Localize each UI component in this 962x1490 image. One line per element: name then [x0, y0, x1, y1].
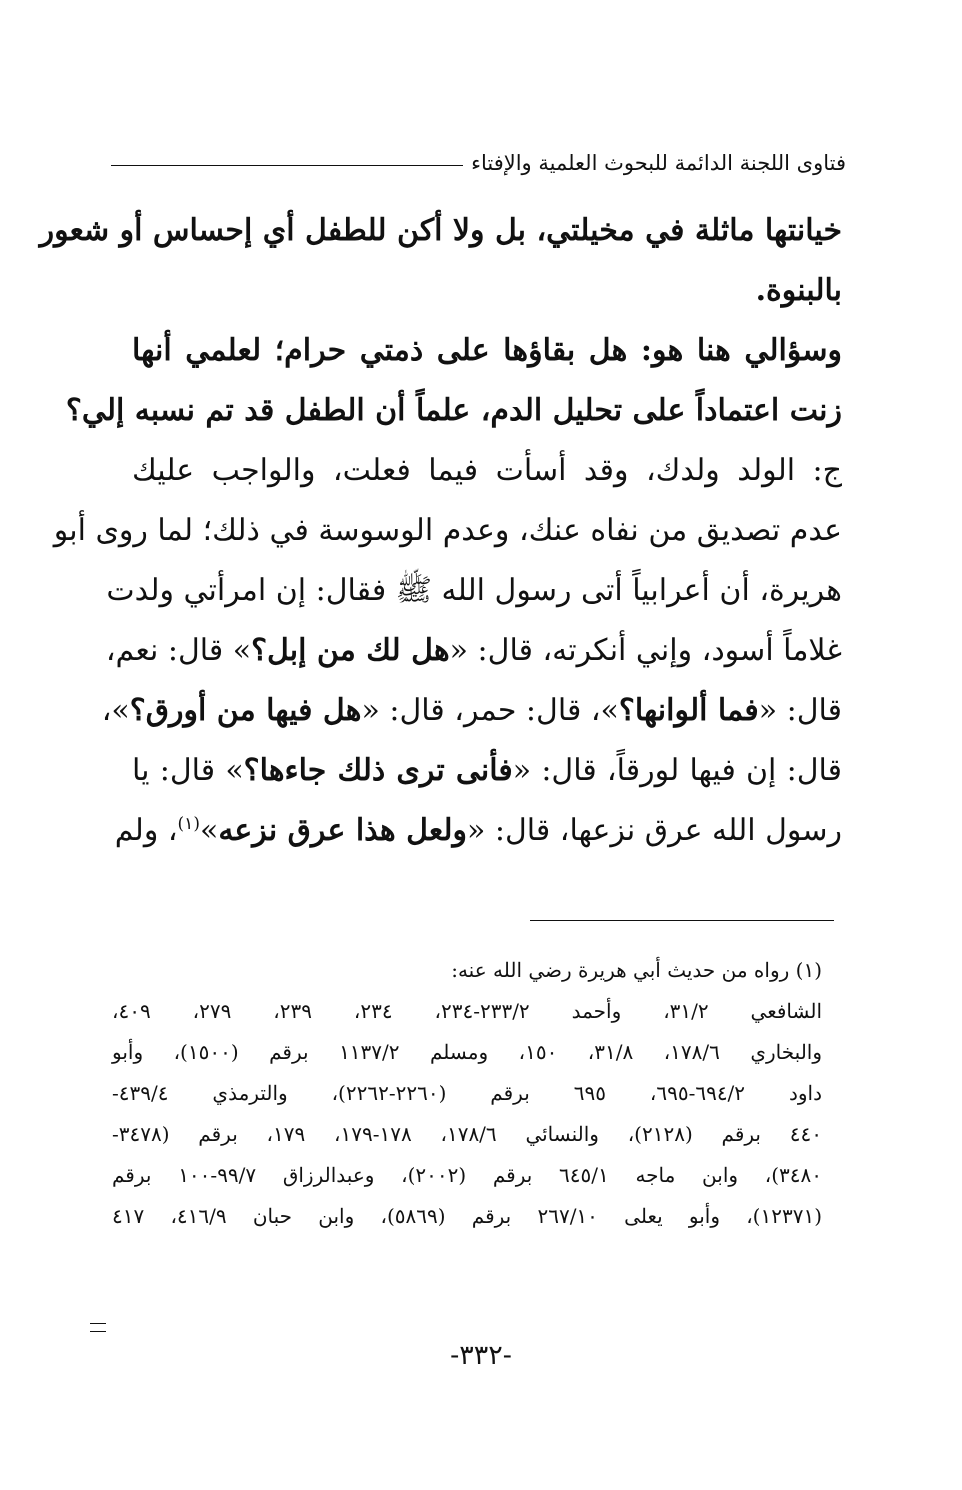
answer-line-5-tail: »،: [101, 693, 130, 728]
body-line-2: بالبنوة.: [755, 273, 842, 308]
answer-line-4: [105, 622, 842, 682]
footnote-line-2: الشافعي ٣١/٢، وأحمد ٢٣٣/٢-٢٣٤، ٢٣٤، ٢٣٩، ٢٧٩، ٤٠٩،: [112, 999, 823, 1023]
answer-line-6-tail: » قال: يا: [132, 753, 244, 788]
answer-line-6: [132, 742, 842, 802]
answer-line-3: هريرة، أن أعرابياً أتى رسول الله ﷺ فقال: إن امرأتي ولدت: [106, 573, 842, 608]
answer-line-5-text: قال: «: [758, 693, 842, 728]
hadith-quote-camels: هل لك من إبل؟: [251, 633, 450, 668]
footnote-line-3: والبخاري ١٧٨/٦، ٣١/٨، ١٥٠، ومسلم ١١٣٧/٢ برقم (١٥٠٠)، وأبو: [112, 1040, 823, 1064]
body-text: [39, 202, 842, 862]
answer-line-7-close-quote: »: [199, 813, 219, 848]
answer-line-7: [114, 802, 842, 862]
body-line-1: خيانتها ماثلة في مخيلتي، بل ولا أكن للطفل أي إحساس أو شعور: [39, 213, 842, 248]
answer-line-4-tail: » قال: نعم،: [105, 633, 252, 668]
footnote-separator: [530, 920, 834, 921]
running-header: [111, 146, 846, 180]
answer-line-7-text: رسول الله عرق نزعها، قال: «: [466, 813, 842, 848]
answer-line-2: عدم تصديق من نفاه عنك، وعدم الوسوسة في ذلك؛ لما روى أبو: [53, 513, 842, 548]
header-rule: [111, 165, 463, 166]
hadith-quote-grey: هل فيها من أورق؟: [129, 693, 362, 728]
answer-line-4-text: غلاماً أسود، وإني أنكرته، قال: «: [449, 633, 842, 668]
footnote-line-5: ٤٤٠ برقم (٢١٢٨)، والنسائي ١٧٨/٦، ١٧٨-١٧٩، ١٧٩، برقم (٣٤٧٨-: [112, 1122, 823, 1146]
margin-mark: [90, 1323, 106, 1332]
footnote-line-4: داود ٦٩٤/٢-٦٩٥، ٦٩٥ برقم (٢٢٦٠-٢٢٦٢)، والترمذي ٤٣٩/٤-: [112, 1081, 823, 1105]
hadith-quote-strain: ولعل هذا عرق نزعه: [218, 813, 467, 848]
answer-line-6-text: قال: إن فيها لورقاً، قال: «: [512, 753, 842, 788]
footnote-line-7: (١٢٣٧١)، وأبو يعلى ٢٦٧/١٠ برقم (٥٨٦٩)، وابن حبان ٤١٦/٩، ٤١٧: [112, 1204, 823, 1228]
answer-line-1: ج: الولد ولدك، وقد أسأت فيما فعلت، والواجب عليك: [132, 453, 842, 488]
answer-line-5: [101, 682, 842, 742]
question-line-2: زنت اعتماداً على تحليل الدم، علماً أن الطفل قد تم نسبه إلي؟: [65, 393, 842, 428]
footnote-line-1: (١) رواه من حديث أبي هريرة رضي الله عنه:: [451, 958, 822, 982]
page-number: -٣٣٢-: [450, 1340, 512, 1371]
footnotes: [112, 950, 822, 1237]
answer-line-7-tail: ، ولم: [114, 813, 178, 848]
hadith-quote-whence: فأنى ترى ذلك جاءها؟: [243, 753, 513, 788]
footnote-line-6: ٣٤٨٠)، وابن ماجه ٦٤٥/١ برقم (٢٠٠٢)، وعبدالرزاق ٩٩/٧-١٠٠ برقم: [112, 1163, 822, 1187]
answer-line-5-mid: »، قال: حمر، قال: «: [361, 693, 619, 728]
footnote-marker: (١): [177, 814, 200, 834]
question-line-1: وسؤالي هنا هو: هل بقاؤها على ذمتي حرام؛ لعلمي أنها: [132, 333, 842, 368]
running-title: فتاوى اللجنة الدائمة للبحوث العلمية والإفتاء: [471, 151, 846, 175]
hadith-quote-colors: فما ألوانها؟: [618, 693, 759, 728]
